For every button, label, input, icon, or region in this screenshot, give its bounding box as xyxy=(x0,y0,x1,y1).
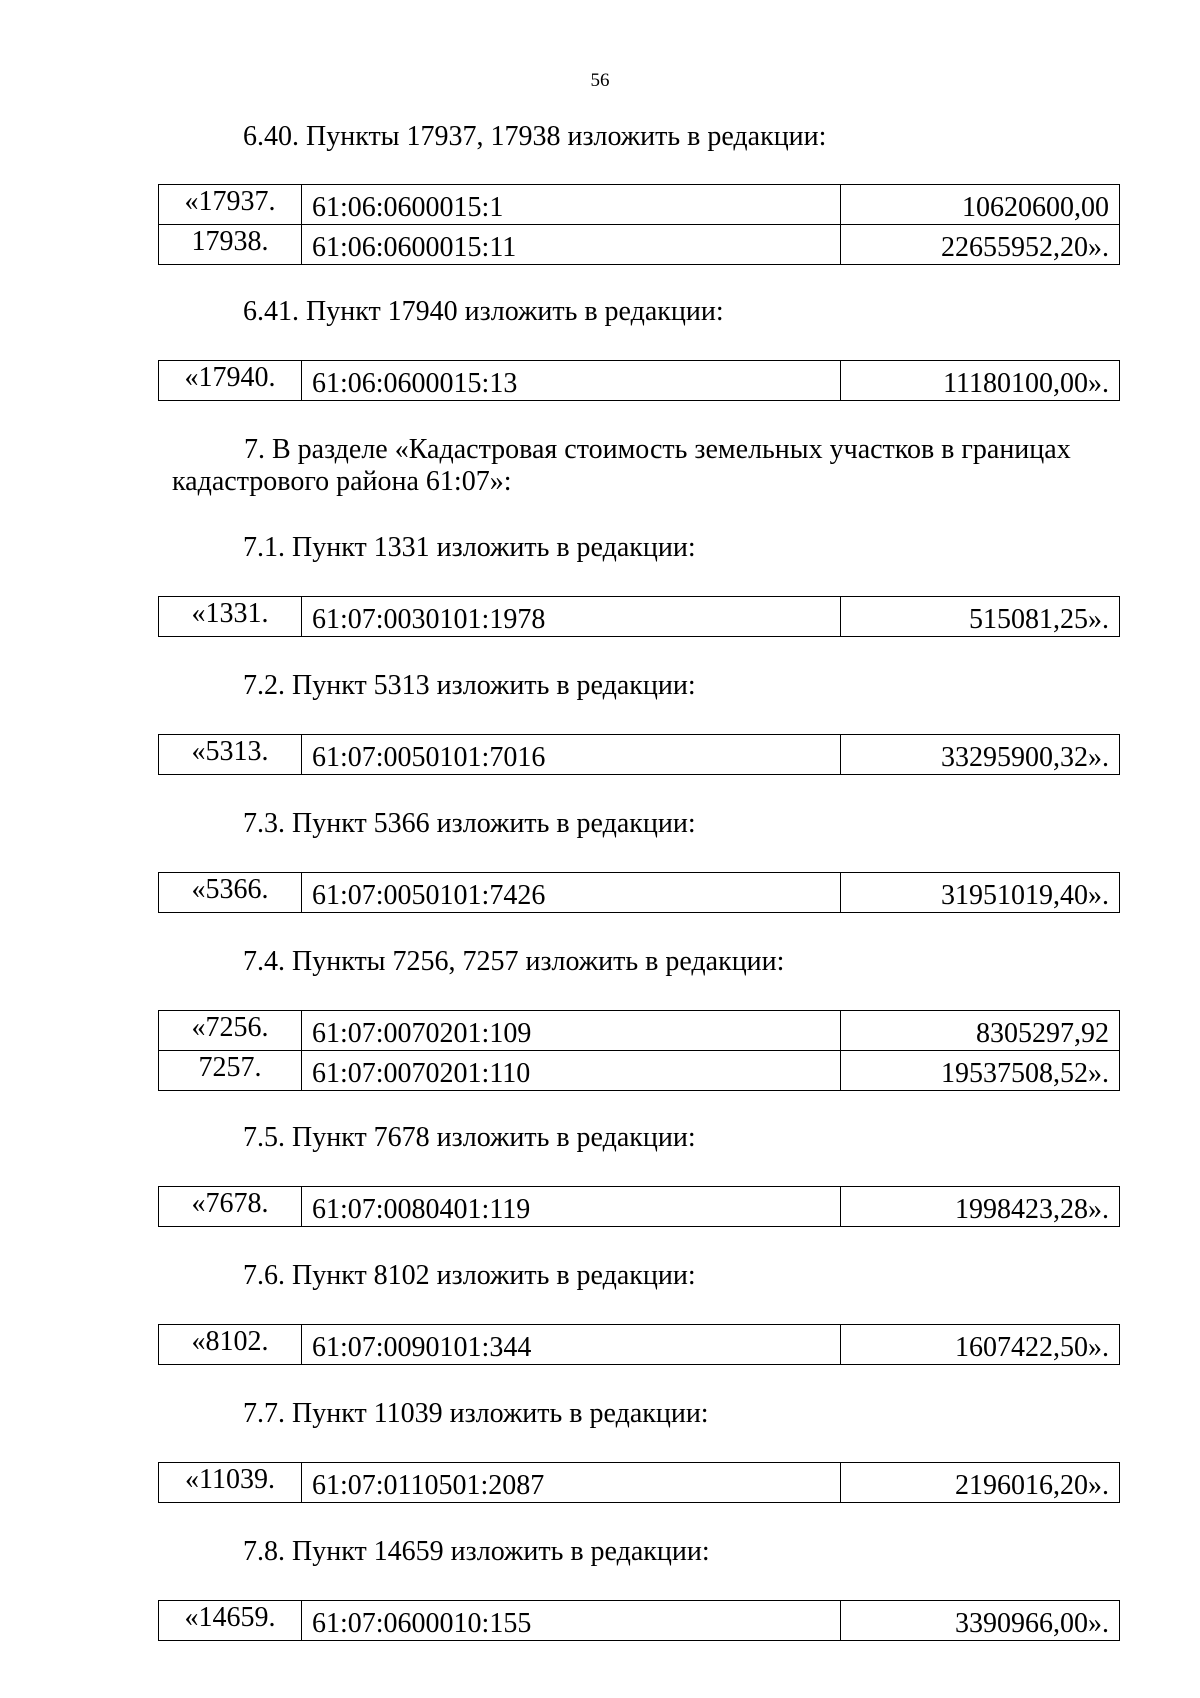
cadastral-value: 19537508,52». xyxy=(841,1051,1120,1091)
clause-heading-7-4: 7.4. Пункты 7256, 7257 изложить в редакции: xyxy=(243,946,785,977)
table-row xyxy=(159,1463,1120,1503)
cadastral-value: 11180100,00». xyxy=(841,361,1120,401)
cadastral-value: 515081,25». xyxy=(841,597,1120,637)
section-heading-7: 7. В разделе «Кадастровая стоимость земельных участков в границах кадастрового района 61:07»: xyxy=(172,434,1071,497)
cadastral-value: 33295900,32». xyxy=(841,735,1120,775)
cadastral-number: 61:07:0050101:7016 xyxy=(302,735,841,775)
table-row xyxy=(159,735,1120,775)
clause-heading-7-6: 7.6. Пункт 8102 изложить в редакции: xyxy=(243,1260,696,1291)
table-row xyxy=(159,1187,1120,1227)
entry-table-7-1 xyxy=(158,596,1120,637)
entry-table-7-6 xyxy=(158,1324,1120,1365)
item-number: «5313. xyxy=(159,735,302,775)
cadastral-value: 2196016,20». xyxy=(841,1463,1120,1503)
clause-heading-7-1: 7.1. Пункт 1331 изложить в редакции: xyxy=(243,532,696,563)
cadastral-value: 8305297,92 xyxy=(841,1011,1120,1051)
item-number: «17937. xyxy=(159,185,302,225)
entry-table-6-40 xyxy=(158,184,1120,265)
cadastral-value: 3390966,00». xyxy=(841,1601,1120,1641)
table-row xyxy=(159,1325,1120,1365)
item-number: «14659. xyxy=(159,1601,302,1641)
cadastral-number: 61:07:0080401:119 xyxy=(302,1187,841,1227)
cadastral-number: 61:07:0600010:155 xyxy=(302,1601,841,1641)
entry-table-7-3 xyxy=(158,872,1120,913)
cadastral-number: 61:07:0090101:344 xyxy=(302,1325,841,1365)
cadastral-value: 1607422,50». xyxy=(841,1325,1120,1365)
table-row xyxy=(159,225,1120,265)
item-number: «5366. xyxy=(159,873,302,913)
clause-heading-7-8: 7.8. Пункт 14659 изложить в редакции: xyxy=(243,1536,710,1567)
entry-table-7-4 xyxy=(158,1010,1120,1091)
table-row xyxy=(159,873,1120,913)
item-number: 17938. xyxy=(159,225,302,265)
item-number: 7257. xyxy=(159,1051,302,1091)
cadastral-number: 61:07:0110501:2087 xyxy=(302,1463,841,1503)
item-number: «8102. xyxy=(159,1325,302,1365)
cadastral-value: 22655952,20». xyxy=(841,225,1120,265)
clause-heading-7-5: 7.5. Пункт 7678 изложить в редакции: xyxy=(243,1122,696,1153)
entry-table-7-5 xyxy=(158,1186,1120,1227)
entry-table-7-7 xyxy=(158,1462,1120,1503)
entry-table-6-41 xyxy=(158,360,1120,401)
clause-heading-6-41: 6.41. Пункт 17940 изложить в редакции: xyxy=(243,296,724,327)
page-number: 56 xyxy=(590,70,610,91)
item-number: «1331. xyxy=(159,597,302,637)
clause-heading-7-7: 7.7. Пункт 11039 изложить в редакции: xyxy=(243,1398,709,1429)
cadastral-value: 1998423,28». xyxy=(841,1187,1120,1227)
item-number: «17940. xyxy=(159,361,302,401)
item-number: «11039. xyxy=(159,1463,302,1503)
cadastral-number: 61:06:0600015:1 xyxy=(302,185,841,225)
table-row xyxy=(159,1601,1120,1641)
cadastral-value: 31951019,40». xyxy=(841,873,1120,913)
clause-heading-7-2: 7.2. Пункт 5313 изложить в редакции: xyxy=(243,670,696,701)
item-number: «7678. xyxy=(159,1187,302,1227)
cadastral-value: 10620600,00 xyxy=(841,185,1120,225)
table-row xyxy=(159,597,1120,637)
table-row xyxy=(159,1011,1120,1051)
table-row xyxy=(159,361,1120,401)
cadastral-number: 61:07:0070201:110 xyxy=(302,1051,841,1091)
table-row xyxy=(159,1051,1120,1091)
cadastral-number: 61:06:0600015:13 xyxy=(302,361,841,401)
cadastral-number: 61:07:0050101:7426 xyxy=(302,873,841,913)
cadastral-number: 61:07:0030101:1978 xyxy=(302,597,841,637)
clause-heading-7-3: 7.3. Пункт 5366 изложить в редакции: xyxy=(243,808,696,839)
entry-table-7-8 xyxy=(158,1600,1120,1641)
cadastral-number: 61:07:0070201:109 xyxy=(302,1011,841,1051)
entry-table-7-2 xyxy=(158,734,1120,775)
cadastral-number: 61:06:0600015:11 xyxy=(302,225,841,265)
clause-heading-6-40: 6.40. Пункты 17937, 17938 изложить в редакции: xyxy=(243,121,827,152)
item-number: «7256. xyxy=(159,1011,302,1051)
table-row xyxy=(159,185,1120,225)
